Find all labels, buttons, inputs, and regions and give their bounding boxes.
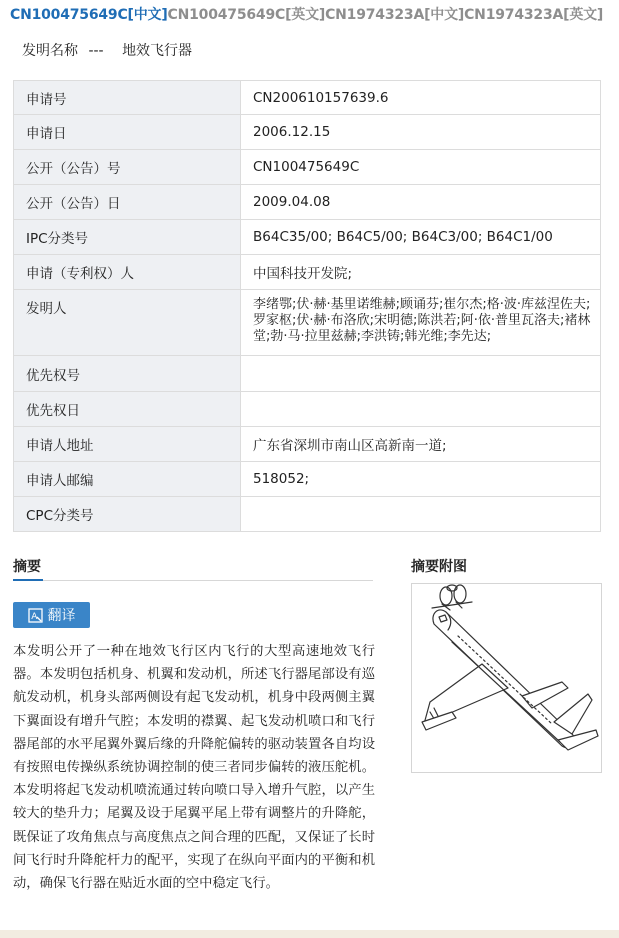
field-value [241, 497, 601, 532]
field-value: CN100475649C [241, 150, 601, 185]
abstract-text: 本发明公开了一种在地效飞行区内飞行的大型高速地效飞行器。本发明包括机身、机翼和发动机，所述飞行器尾部设有巡航发动机，机身头部两侧设有起飞发动机，机身中段两侧主翼下翼面设有增升气腔；本发明的襟翼、起飞发动机喷口和飞行器尾部的水平尾翼外翼后缘的升降舵偏转的驱动装置各自均设有按照电传操纵系统协调控制的使三者同步偏转的液压舵机。本发明将起飞发动机喷流通过转向喷口导入增升气腔，以产生较大的垫升力；尾翼及设于尾翼平尾上带有调整片的升降舵，既保证了攻角焦点与高度焦点之间合理的匹配，又保证了长时间飞行时升降舵杆力的配平，实现了在纵向平面内的平衡和机动，确保飞行器在贴近水面的空中稳定飞行。 [13, 644, 375, 892]
invention-title-label: 发明名称 [22, 43, 78, 59]
field-value: 李绪鄂;伏·赫·基里诺维赫;顾诵芬;崔尔杰;格·波·库兹涅佐夫;罗家枢;伏·赫·布洛欣;宋明德;陈洪若;阿·依·普里瓦洛夫;褚林堂;勃·马·拉里兹赫;李洪铸;韩光维;李先达; [241, 290, 601, 356]
patent-info-table [13, 80, 601, 532]
aircraft-drawing [412, 584, 601, 772]
table-row [14, 290, 601, 356]
field-value: 中国科技开发院; [241, 255, 601, 290]
field-value: 518052; [241, 462, 601, 497]
abstract-divider-accent [13, 579, 43, 581]
field-label: 发明人 [14, 290, 241, 356]
field-value: 2006.12.15 [241, 115, 601, 150]
translate-icon [28, 608, 43, 623]
abstract-figure[interactable] [411, 583, 602, 773]
bottom-strip [0, 930, 619, 938]
field-label: 公开（公告）号 [14, 150, 241, 185]
table-row [14, 185, 601, 220]
table-row [14, 356, 601, 392]
field-label: 优先权日 [14, 392, 241, 427]
invention-title [22, 40, 192, 60]
field-label: 申请人地址 [14, 427, 241, 462]
figure-heading: 摘要附图 [411, 559, 467, 575]
table-row [14, 150, 601, 185]
field-label: 申请人邮编 [14, 462, 241, 497]
table-row [14, 427, 601, 462]
field-label: 优先权号 [14, 356, 241, 392]
language-tabs [10, 4, 615, 24]
svg-text:A: A [30, 611, 37, 622]
table-row [14, 497, 601, 532]
table-row [14, 81, 601, 115]
tab-cn1974323a-zh[interactable]: CN1974323A[中文] [325, 7, 465, 23]
translate-button[interactable] [13, 602, 90, 628]
field-label: CPC分类号 [14, 497, 241, 532]
field-value: 2009.04.08 [241, 185, 601, 220]
field-label: 申请号 [14, 81, 241, 115]
abstract-heading: 摘要 [13, 559, 41, 575]
tab-cn1974323a-en[interactable]: CN1974323A[英文] [464, 7, 604, 23]
field-label: 公开（公告）日 [14, 185, 241, 220]
field-value [241, 356, 601, 392]
field-value: CN200610157639.6 [241, 81, 601, 115]
tab-cn100475649c-en[interactable]: CN100475649C[英文] [167, 7, 326, 23]
translate-button-label: 翻译 [47, 608, 76, 624]
table-row [14, 220, 601, 255]
field-label: IPC分类号 [14, 220, 241, 255]
field-value [241, 392, 601, 427]
table-row [14, 255, 601, 290]
invention-title-value: 地效飞行器 [122, 43, 193, 59]
field-label: 申请（专利权）人 [14, 255, 241, 290]
field-label: 申请日 [14, 115, 241, 150]
abstract-divider [13, 580, 373, 581]
invention-title-separator: --- [88, 43, 104, 59]
table-row [14, 462, 601, 497]
field-value: B64C35/00; B64C5/00; B64C3/00; B64C1/00 [241, 220, 601, 255]
tab-cn100475649c-zh[interactable]: CN100475649C[中文] [10, 7, 168, 23]
field-value: 广东省深圳市南山区高新南一道; [241, 427, 601, 462]
table-row [14, 115, 601, 150]
table-row [14, 392, 601, 427]
